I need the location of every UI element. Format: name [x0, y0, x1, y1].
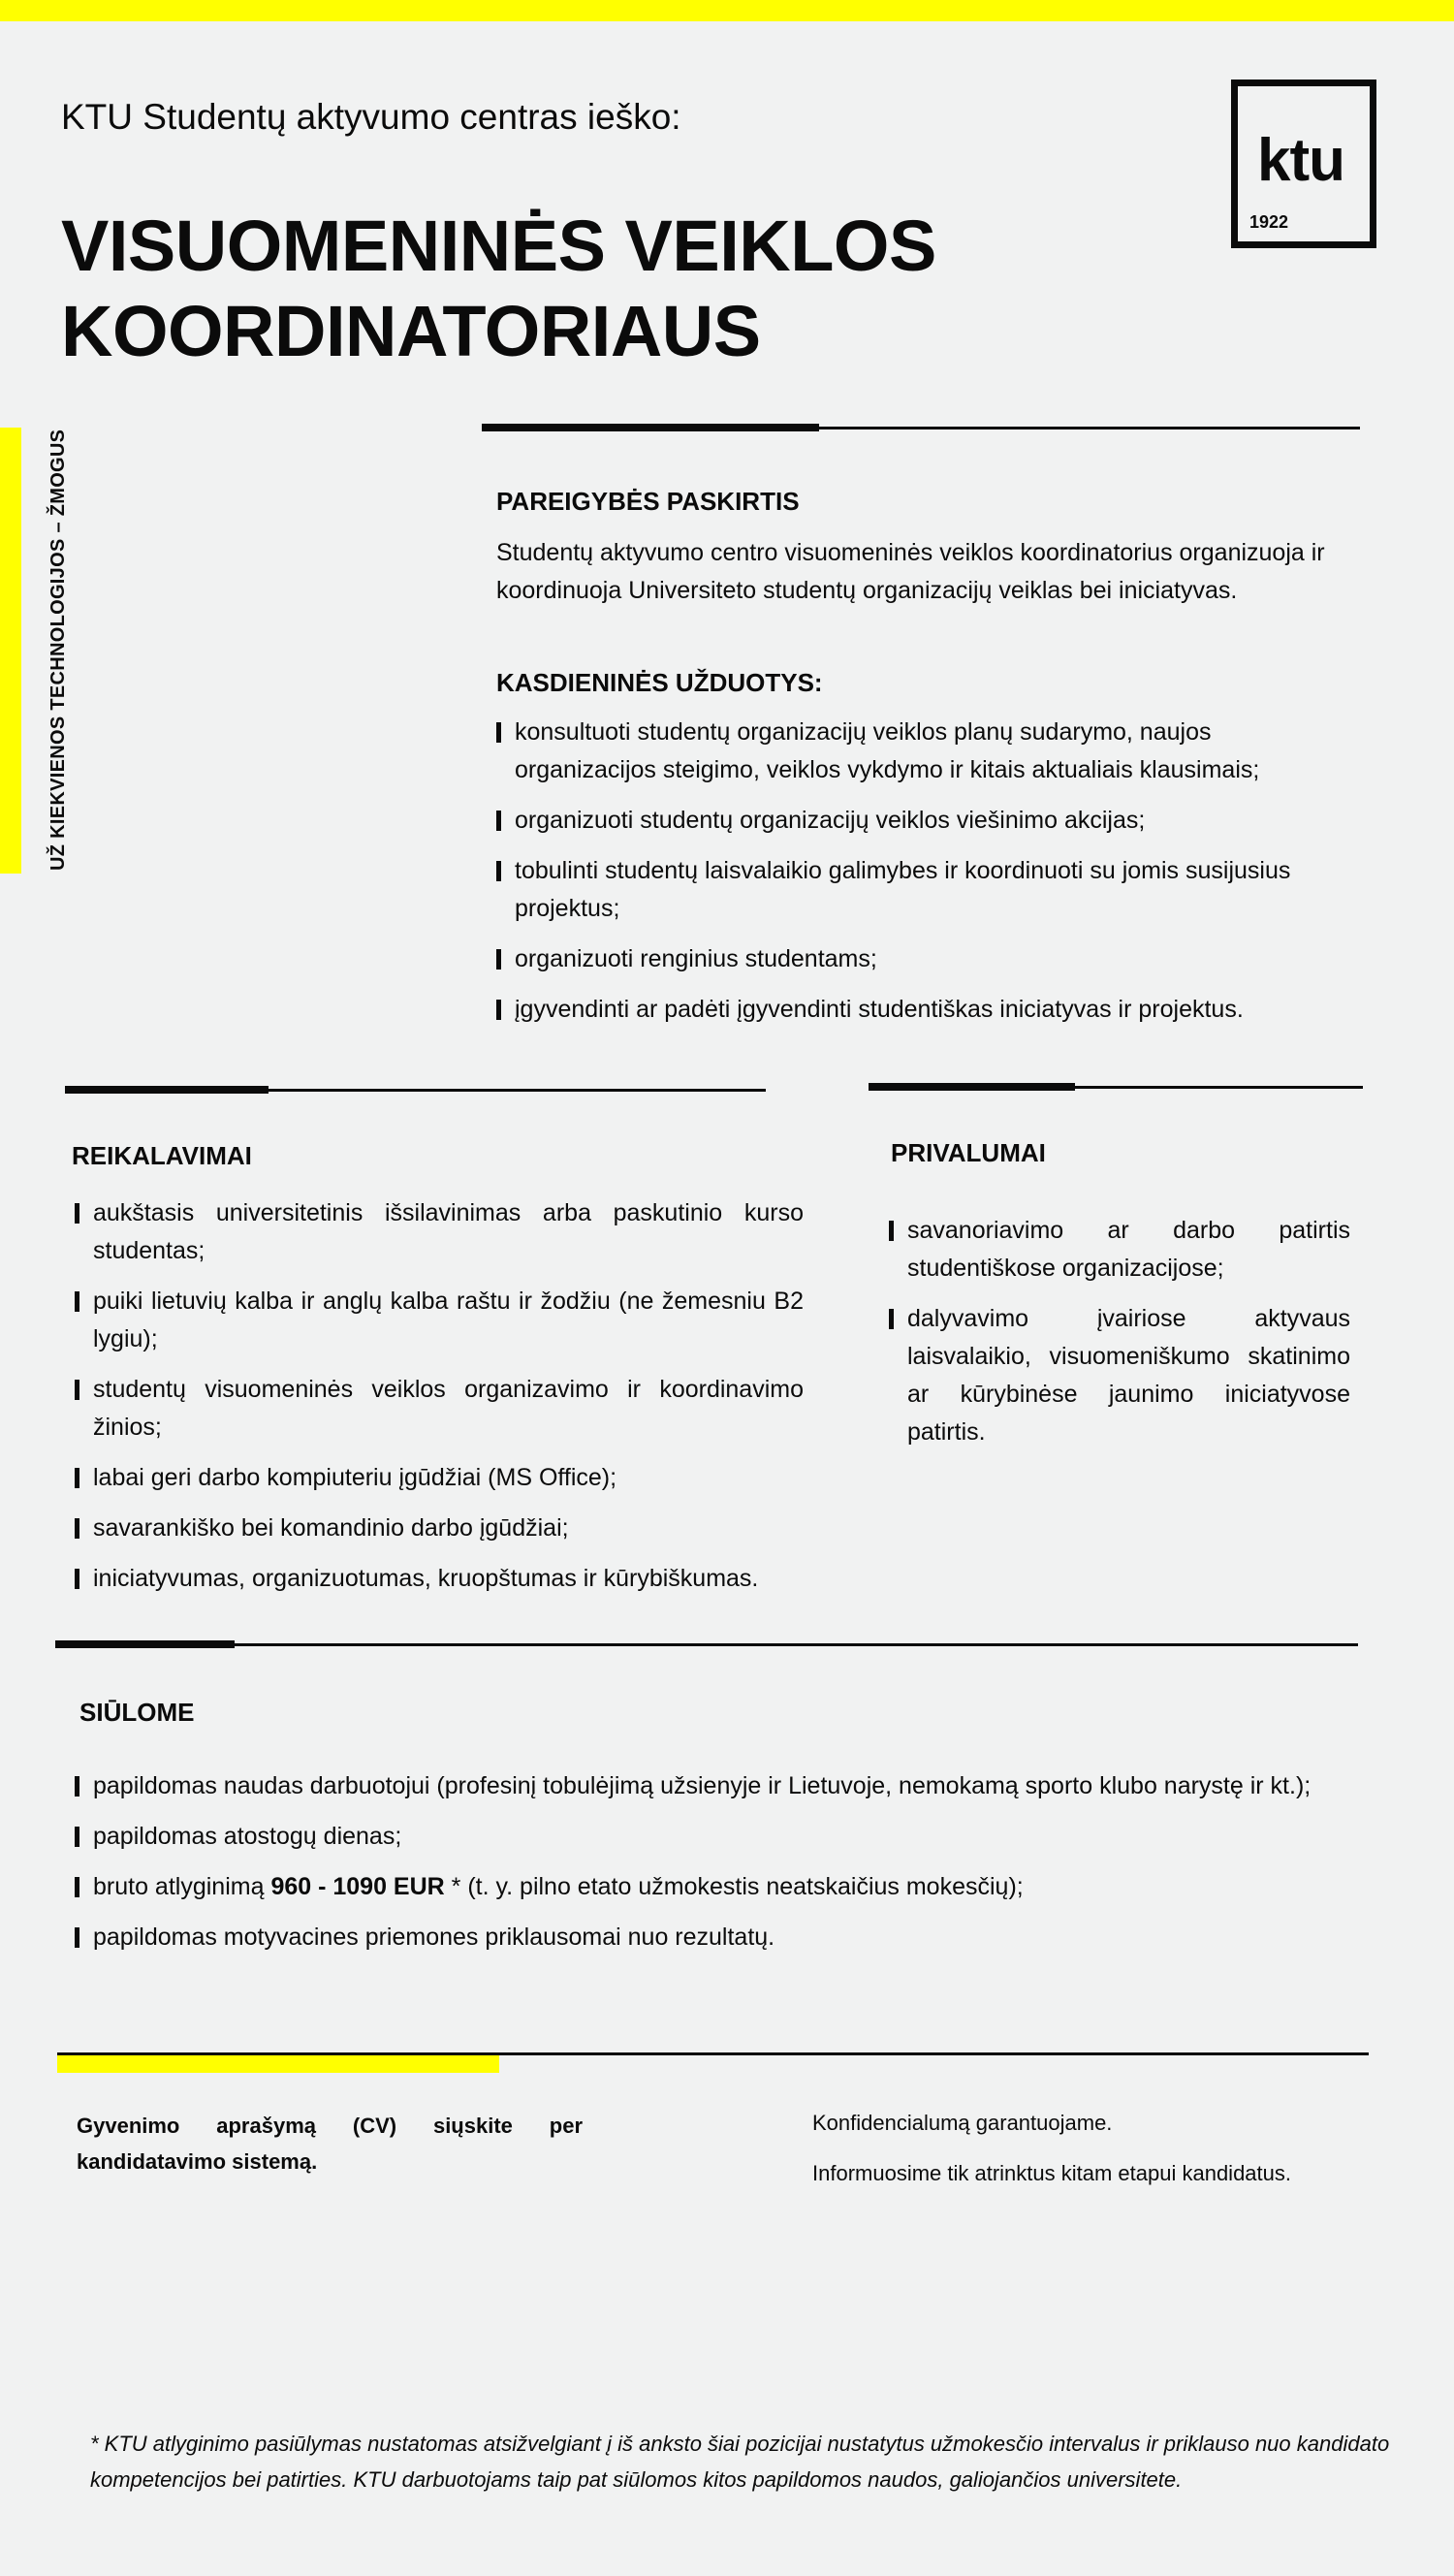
list-item: iniciatyvumas, organizuotumas, kruopštumas ir kūrybiškumas.: [75, 1560, 804, 1598]
divider-thick: [482, 424, 819, 431]
offer-list: [75, 1767, 1412, 1969]
list-item: papildomas motyvacines priemones priklausomai nuo rezultatų.: [75, 1919, 1412, 1956]
list-item: organizuoti renginius studentams;: [496, 940, 1359, 978]
list-item: [75, 1868, 1412, 1906]
yellow-divider-bar: [57, 2055, 499, 2073]
page-title-line2: KOORDINATORIAUS: [61, 291, 761, 371]
selection-note: Informuosime tik atrinktus kitam etapui kandidatus.: [812, 2161, 1292, 2185]
divider: [269, 1089, 766, 1092]
confidential-note: Konfidencialumą garantuojame.: [812, 2111, 1113, 2135]
list-item: organizuoti studentų organizacijų veiklos viešinimo akcijas;: [496, 802, 1359, 840]
salary-footnote: * KTU atlyginimo pasiūlymas nustatomas atsižvelgiant į iš anksto šiai pozicijai nustatytus užmokesčio intervalus ir priklauso nuo kandidato kompetencijos bei patirties. KTU darbuotojams taip pat siūlomos kitos papildomos naudos, galiojančios universitete.: [90, 2432, 1390, 2492]
list-item: konsultuoti studentų organizacijų veiklos planų sudarymo, naujos organizacijos steigimo, veiklos vykdymo ir kitais aktualiais klausimais;: [496, 714, 1359, 789]
tasks-title: KASDIENINĖS UŽDUOTYS:: [496, 668, 823, 697]
list-item: puiki lietuvių kalba ir anglų kalba raštu ir žodžiu (ne žemesniu B2 lygiu);: [75, 1283, 804, 1358]
advantages-list: [889, 1212, 1350, 1464]
list-item: dalyvavimo įvairiose aktyvaus laisvalaikio, visuomeniškumo skatinimo ar kūrybinėse jaunimo iniciatyvose patirtis.: [889, 1300, 1350, 1451]
intro-text: KTU Studentų aktyvumo centras ieško:: [61, 97, 681, 137]
divider: [57, 2052, 1369, 2055]
side-slogan: UŽ KIEKVIENOS TECHNOLOGIJOS – ŽMOGUS: [47, 429, 69, 871]
divider-thick: [65, 1086, 269, 1094]
logo-text: ktu: [1257, 127, 1344, 194]
list-item: studentų visuomeninės veiklos organizavimo ir koordinavimo žinios;: [75, 1371, 804, 1447]
requirements-title: REIKALAVIMAI: [72, 1141, 252, 1170]
list-item: papildomas naudas darbuotojui (profesinį tobulėjimą užsienyje ir Lietuvoje, nemokamą sporto klubo narystę ir kt.);: [75, 1767, 1412, 1805]
list-item: savanoriavimo ar darbo patirtis studentiškose organizacijose;: [889, 1212, 1350, 1288]
list-item: įgyvendinti ar padėti įgyvendinti studentiškas iniciatyvas ir projektus.: [496, 991, 1359, 1029]
salary-prefix: bruto atlyginimą: [93, 1873, 271, 1900]
list-item: aukštasis universitetinis išsilavinimas arba paskutinio kurso studentas;: [75, 1194, 804, 1270]
logo-year: 1922: [1249, 212, 1289, 232]
divider-thick: [869, 1083, 1075, 1091]
offer-title: SIŪLOME: [79, 1698, 195, 1727]
side-accent-bar: [0, 428, 21, 874]
purpose-title: PAREIGYBĖS PASKIRTIS: [496, 487, 800, 516]
salary-range: 960 - 1090 EUR: [270, 1873, 445, 1900]
page-title-line1: VISUOMENINĖS VEIKLOS: [61, 206, 936, 286]
list-item: labai geri darbo kompiuteriu įgūdžiai (MS Office);: [75, 1459, 804, 1497]
purpose-text: Studentų aktyvumo centro visuomeninės veiklos koordinatorius organizuoja ir koordinuoja Universiteto studentų organizacijų veiklas bei iniciatyvas.: [496, 539, 1325, 604]
divider-thick: [55, 1640, 235, 1648]
top-accent-bar: [0, 0, 1454, 21]
divider: [1075, 1086, 1363, 1089]
list-item: tobulinti studentų laisvalaikio galimybes ir koordinuoti su jomis susijusius projektus;: [496, 852, 1359, 928]
ktu-logo: [1231, 80, 1376, 248]
advantages-title: PRIVALUMAI: [891, 1138, 1046, 1167]
requirements-list: [75, 1194, 804, 1610]
list-item: papildomas atostogų dienas;: [75, 1818, 1412, 1856]
page-title: [61, 204, 936, 374]
tasks-list: [496, 714, 1359, 1041]
apply-instructions: Gyvenimo aprašymą (CV) siųskite per kandidatavimo sistemą.: [77, 2114, 583, 2174]
list-item: savarankiško bei komandinio darbo įgūdžiai;: [75, 1510, 804, 1547]
divider: [819, 427, 1360, 429]
salary-suffix: * (t. y. pilno etato užmokestis neatskaičius mokesčių);: [444, 1873, 1024, 1900]
divider: [235, 1643, 1358, 1646]
